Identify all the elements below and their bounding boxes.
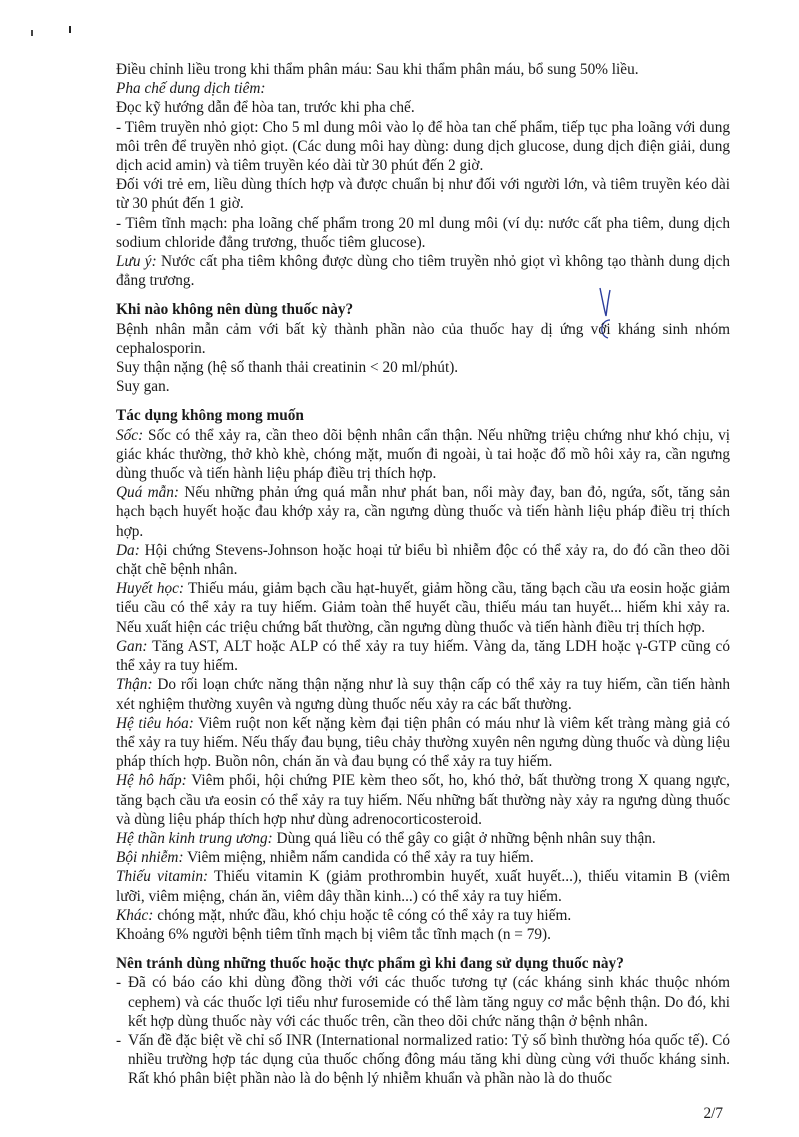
contra-3: Suy gan.: [116, 378, 170, 396]
ae-text: Thiếu máu, giảm bạch cầu hạt-huyết, giảm hồng cầu, tăng bạch cầu ưa eosin hoặc giảm tiểu cầu có thể xảy ra tuy hiếm. Giảm toàn thể huyết cầu, thiếu máu tan huyết... hiếm khi xảy ra. Nếu xuất hiện các triệu chứng bất thường, cần ngưng dùng thuốc và tiến hành điều trị thích hợp.: [116, 580, 730, 636]
ae-label: Hệ hô hấp:: [116, 772, 187, 790]
interact-item-1: [116, 973, 730, 1031]
ae-item: [116, 829, 730, 848]
note-label: Lưu ý:: [116, 253, 157, 271]
ae-label: Thiếu vitamin:: [116, 868, 209, 886]
ae-text: Viêm ruột non kết nặng kèm đại tiện phân có máu như là viêm kết tràng màng giả có thể xảy ra tuy hiếm. Nếu thấy đau bụng, tiêu chảy thường xuyên nên ngưng dùng thuốc và dùng liệu pháp thích hợp. Buồn nôn, chán ăn và đau bụng có thể xảy ra tuy hiếm.: [116, 714, 730, 771]
ae-text: Do rối loạn chức năng thận nặng như là suy thận cấp có thể xảy ra tuy hiếm, cần tiến hành xét nghiệm thường xuyên và ngưng dùng thuốc nếu xảy ra các bất thường.: [116, 676, 730, 713]
ae-label: Hệ thần kinh trung ương:: [116, 829, 273, 847]
ae-text: Thiếu vitamin K (giảm prothrombin huyết, xuất huyết...), thiếu vitamin B (viêm lưỡi, viêm miệng, chán ăn, viêm dây thần kinh...) có thể xảy ra tuy hiếm.: [116, 868, 730, 905]
ae-label: Gan:: [116, 637, 148, 655]
bullet: -: [116, 974, 122, 992]
prep-iv: - Tiêm tĩnh mạch: pha loãng chế phẩm trong 20 ml dung môi (ví dụ: nước cất pha tiêm, dung dịch sodium chloride đẳng trương, thuốc tiêm glucose).: [116, 214, 730, 251]
ae-text: Hội chứng Stevens-Johnson hoặc hoại tử biểu bì nhiễm độc có thể xảy ra, do đó cần theo dõi chặt chẽ bệnh nhân.: [116, 541, 730, 579]
ae-text: Dùng quá liều có thể gây co giật ở những bệnh nhân suy thận.: [272, 829, 656, 847]
note-text: Nước cất pha tiêm không được dùng cho tiêm truyền nhỏ giọt vì không tạo thành dung dịch đẳng trương.: [116, 253, 730, 290]
interact-item-2: [116, 1031, 730, 1089]
document-page: [116, 60, 730, 1089]
note-paragraph: [116, 252, 730, 290]
ae-label: Da:: [116, 541, 140, 559]
ae-item: [116, 714, 730, 772]
ae-item: [116, 675, 730, 713]
ae-item: [116, 541, 730, 579]
ae-label: Khác:: [116, 906, 154, 924]
ae-item: [116, 867, 730, 905]
contra-2: Suy thận nặng (hệ số thanh thải creatinin < 20 ml/phút).: [116, 359, 459, 377]
ae-label: Sốc:: [116, 426, 144, 444]
ae-item: [116, 579, 730, 637]
ae-item: [116, 483, 730, 541]
ae-item: [116, 426, 730, 484]
ae-label: Huyết học:: [116, 580, 184, 598]
prep-read: Đọc kỹ hướng dẫn để hòa tan, trước khi pha chế.: [116, 99, 415, 117]
contra-heading: Khi nào không nên dùng thuốc này?: [116, 301, 354, 319]
prep-heading: Pha chế dung dịch tiêm:: [116, 80, 266, 98]
ae-item: [116, 848, 730, 867]
contra-1: Bệnh nhân mẫn cảm với bất kỳ thành phần nào của thuốc hay dị ứng với kháng sinh nhóm cephalosporin.: [116, 320, 730, 357]
ae-item: [116, 906, 730, 925]
page-number: 2/7: [703, 1105, 723, 1122]
ae-text: Sốc có thể xảy ra, cần theo dõi bệnh nhân cẩn thận. Nếu những triệu chứng như khó chịu, vị giác khác thường, thở khò khè, chóng mặt, muốn đi ngoài, ù tai hoặc đổ mồ hôi xảy ra, cần ngưng dùng thuốc và tiến hành liệu pháp điều trị thích hợp.: [116, 426, 730, 483]
ae-heading: Tác dụng không mong muốn: [116, 407, 304, 425]
dosing-dialysis: Điều chỉnh liều trong khi thẩm phân máu: Sau khi thẩm phân máu, bổ sung 50% liều.: [116, 61, 639, 78]
interact-heading: Nên tránh dùng những thuốc hoặc thực phẩm gì khi đang sử dụng thuốc này?: [116, 955, 624, 973]
ae-text: Viêm phổi, hội chứng PIE kèm theo sốt, ho, khó thở, bất thường trong X quang ngực, tăng bạch cầu ưa eosin có thể xảy ra tuy hiếm. Nếu những bất thường này xảy ra ngưng dùng thuốc và dùng liệu pháp thích hợp như dùng adrenocorticosteroid.: [116, 772, 730, 828]
ae-label: Thận:: [116, 676, 153, 694]
ae-text: chóng mặt, nhức đầu, khó chịu hoặc tê cóng có thể xảy ra tuy hiếm.: [153, 906, 572, 924]
prep-children: Đối với trẻ em, liều dùng thích hợp và được chuẩn bị như đối với người lớn, và tiêm truyền kéo dài từ 30 phút đến 1 giờ.: [116, 176, 730, 213]
interact-text-1: Đã có báo cáo khi dùng đồng thời với các thuốc tương tự (các kháng sinh khác thuộc nhóm cephem) và các thuốc lợi tiểu như furosemide có thể làm tăng nguy cơ mắc bệnh thận. Do đó, khi kết hợp dùng thuốc này với các thuốc trên, cần theo dõi chức năng thận ở bệnh nhân.: [128, 974, 730, 1030]
ae-text: Tăng AST, ALT hoặc ALP có thể xảy ra tuy hiếm. Vàng da, tăng LDH hoặc γ-GTP cũng có thể xảy ra tuy hiếm.: [116, 637, 730, 675]
ae-text: Viêm miệng, nhiễm nấm candida có thể xảy ra tuy hiếm.: [183, 849, 534, 867]
ae-text: Nếu những phản ứng quá mẫn như phát ban, nổi mày đay, ban đỏ, ngứa, sốt, tăng sản hạch bạch huyết hoặc đau khớp xảy ra, cần ngưng dùng thuốc và tiến hành liệu pháp điều trị thích hợp.: [116, 484, 730, 540]
ae-label: Bội nhiễm:: [116, 849, 184, 867]
scan-mark: [69, 26, 71, 33]
ae-item: [116, 771, 730, 829]
ae-label: Hệ tiêu hóa:: [116, 714, 194, 732]
scan-mark: [31, 30, 33, 36]
ae-label: Quá mẫn:: [116, 484, 180, 502]
interact-text-2: Vấn đề đặc biệt về chỉ số INR (International normalized ratio: Tỷ số bình thường hóa quốc tế). Có nhiều trường hợp tác dụng của thuốc chống đông máu tăng khi dùng cùng với thuốc kháng sinh. Rất khó phân biệt phần nào là do bệnh lý nhiễm khuẩn và phần nào là do thuốc: [128, 1031, 730, 1088]
ae-phlebitis: Khoảng 6% người bệnh tiêm tĩnh mạch bị viêm tắc tĩnh mạch (n = 79).: [116, 925, 551, 943]
prep-infusion: - Tiêm truyền nhỏ giọt: Cho 5 ml dung môi vào lọ để hòa tan chế phẩm, tiếp tục pha loãng với dung môi trên để truyền nhỏ giọt. (Các dung môi hay dùng: dung dịch glucose, dung dịch điện giải, dung dịch acid amin) và tiêm truyền kéo dài từ 30 phút đến 2 giờ.: [116, 118, 730, 175]
ae-item: [116, 637, 730, 675]
bullet: -: [116, 1031, 122, 1049]
